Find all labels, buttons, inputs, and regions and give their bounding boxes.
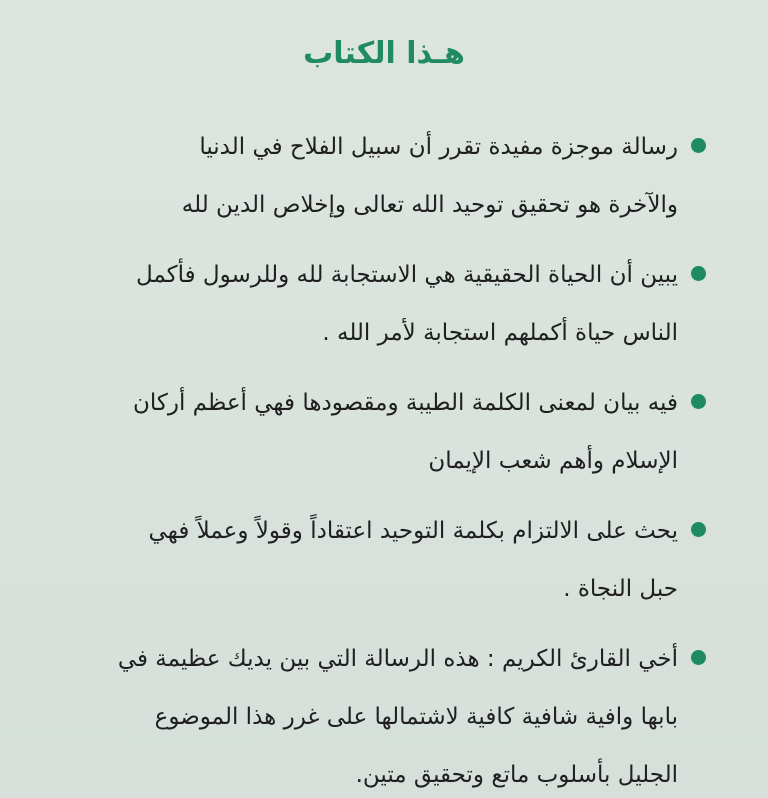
list-item — [76, 502, 706, 618]
bullet-dot-icon — [691, 138, 706, 153]
item-text-line: الجليل بأسلوب ماتع وتحقيق متين. — [355, 762, 678, 788]
bullet-dot-icon — [691, 522, 706, 537]
item-text-line: حبل النجاة . — [563, 576, 678, 602]
item-text-line: بابها وافية شافية كافية لاشتمالها على غرر هذا الموضوع — [154, 704, 678, 730]
list-item — [76, 118, 706, 234]
item-text-line: فيه بيان لمعنى الكلمة الطيبة ومقصودها فهي أعظم أركان — [133, 390, 678, 416]
list-item — [76, 630, 706, 798]
list-item — [76, 374, 706, 490]
feature-list — [76, 118, 706, 798]
bullet-dot-icon — [691, 266, 706, 281]
list-item — [76, 246, 706, 362]
bullet-dot-icon — [691, 650, 706, 665]
item-text-line: أخي القارئ الكريم : هذه الرسالة التي بين يديك عظيمة في — [117, 646, 678, 672]
item-text-line: يبين أن الحياة الحقيقية هي الاستجابة لله وللرسول فأكمل — [135, 262, 678, 288]
item-text-line: الإسلام وأهم شعب الإيمان — [428, 448, 678, 474]
page-title: هـذا الكتاب — [303, 36, 465, 71]
item-text-line: يحث على الالتزام بكلمة التوحيد اعتقاداً وقولاً وعملاً فهي — [148, 518, 678, 544]
item-text-line: والآخرة هو تحقيق توحيد الله تعالى وإخلاص الدين لله — [181, 192, 678, 218]
item-text-line: الناس حياة أكملهم استجابة لأمر الله . — [322, 320, 678, 346]
bullet-dot-icon — [691, 394, 706, 409]
item-text-line: رسالة موجزة مفيدة تقرر أن سبيل الفلاح في الدنيا — [199, 134, 678, 160]
